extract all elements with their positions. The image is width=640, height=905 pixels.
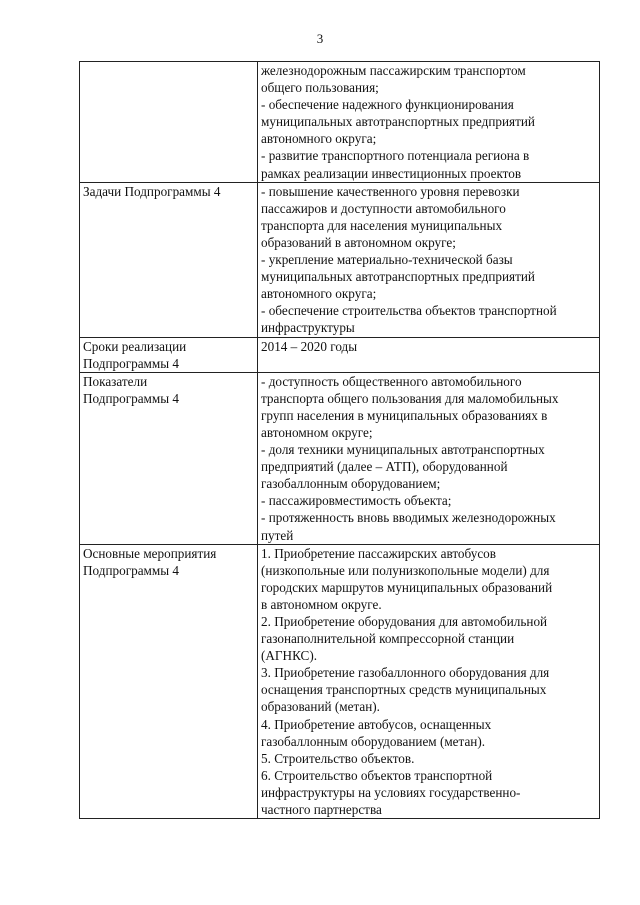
row-value-line: муниципальных автотранспортных предприятий [261,269,535,285]
row-label-cell [80,372,258,544]
row-value-line: - повышение качественного уровня перевозки [261,183,520,199]
row-timeline [80,337,600,372]
row-value-line: автономного округа; [261,286,377,302]
row-value-line: 5. Строительство объектов. [261,750,415,766]
row-label-cell [80,62,258,183]
row-value-line: образований (метан). [261,699,380,715]
row-value-line: путей [261,527,294,543]
row-label-line: Основные мероприятия [83,545,217,561]
row-value-line: газобаллонным оборудованием (метан). [261,733,486,749]
row-label-line: Показатели [83,373,148,389]
row-value-line: предприятий (далее – АТП), оборудованной [261,459,508,475]
row-value-line: - доля техники муниципальных автотранспортных [261,442,545,458]
row-value-line: 3. Приобретение газобаллонного оборудования для [261,665,550,681]
row-value-line: инфраструктуры [261,320,355,336]
row-value-line: - протяженность вновь вводимых железнодорожных [261,510,556,526]
table-body [80,62,600,819]
row-value-line: транспорта для населения муниципальных [261,217,503,233]
row-label-cell [80,337,258,372]
row-value-line: 2014 – 2020 годы [261,338,358,354]
row-label-line: Сроки реализации [83,338,187,354]
row-tasks [80,182,600,337]
row-value-line: 1. Приобретение пассажирских автобусов [261,545,497,561]
row-value-cell [258,337,600,372]
row-value-line: инфраструктуры на условиях государственно- [261,784,521,800]
row-value-line: 6. Строительство объектов транспортной [261,767,493,783]
row-value-line: автономного округа; [261,131,377,147]
row-value-line: 4. Приобретение автобусов, оснащенных [261,716,492,732]
row-goals-continued [80,62,600,183]
row-value-line: (низкопольные или полунизкопольные модели) для [261,562,550,578]
row-indicators [80,372,600,544]
row-value-line: муниципальных автотранспортных предприятий [261,114,535,130]
row-value-line: железнодорожным пассажирским транспортом [261,63,526,78]
row-value-line: оснащения транспортных средств муниципальных [261,682,547,698]
row-value-line: образований в автономном округе; [261,234,456,250]
row-main-activities [80,544,600,819]
row-label-line: Подпрограммы 4 [83,562,179,578]
row-label-line: Подпрограммы 4 [83,355,179,371]
row-value-line: газонаполнительной компрессорной станции [261,631,515,647]
row-value-line: - обеспечение надежного функционирования [261,97,514,113]
row-label-line: Подпрограммы 4 [83,390,179,406]
row-value-line: городских маршрутов муниципальных образований [261,579,553,595]
row-value-line: (АГНКС). [261,648,318,664]
row-value-cell [258,62,600,183]
row-value-line: в автономном округе. [261,596,382,612]
row-label-line: Задачи Подпрограммы 4 [83,183,221,199]
row-value-line: транспорта общего пользования для маломобильных [261,390,559,406]
row-value-cell [258,372,600,544]
row-value-line: общего пользования; [261,80,379,96]
row-value-line: рамках реализации инвестиционных проектов [261,165,522,181]
row-value-line: частного партнерства [261,802,382,818]
row-value-cell [258,182,600,337]
row-value-line: автономном округе; [261,424,373,440]
row-value-cell [258,544,600,819]
row-value-line: пассажиров и доступности автомобильного [261,200,506,216]
row-label-cell [80,544,258,819]
row-value-line: - укрепление материально-технической базы [261,252,513,268]
row-value-line: - обеспечение строительства объектов транспортной [261,303,557,319]
page-number: 3 [316,31,324,46]
row-value-line: групп населения в муниципальных образованиях в [261,407,548,423]
row-value-line: - доступность общественного автомобильного [261,373,522,389]
row-value-line: - развитие транспортного потенциала региона в [261,148,530,164]
row-value-line: 2. Приобретение оборудования для автомобильной [261,614,548,629]
subprogram-passport-table [79,61,600,819]
row-label-cell [80,182,258,337]
row-value-line: - пассажировместимость объекта; [261,493,452,509]
row-value-line: газобаллонным оборудованием; [261,476,441,492]
